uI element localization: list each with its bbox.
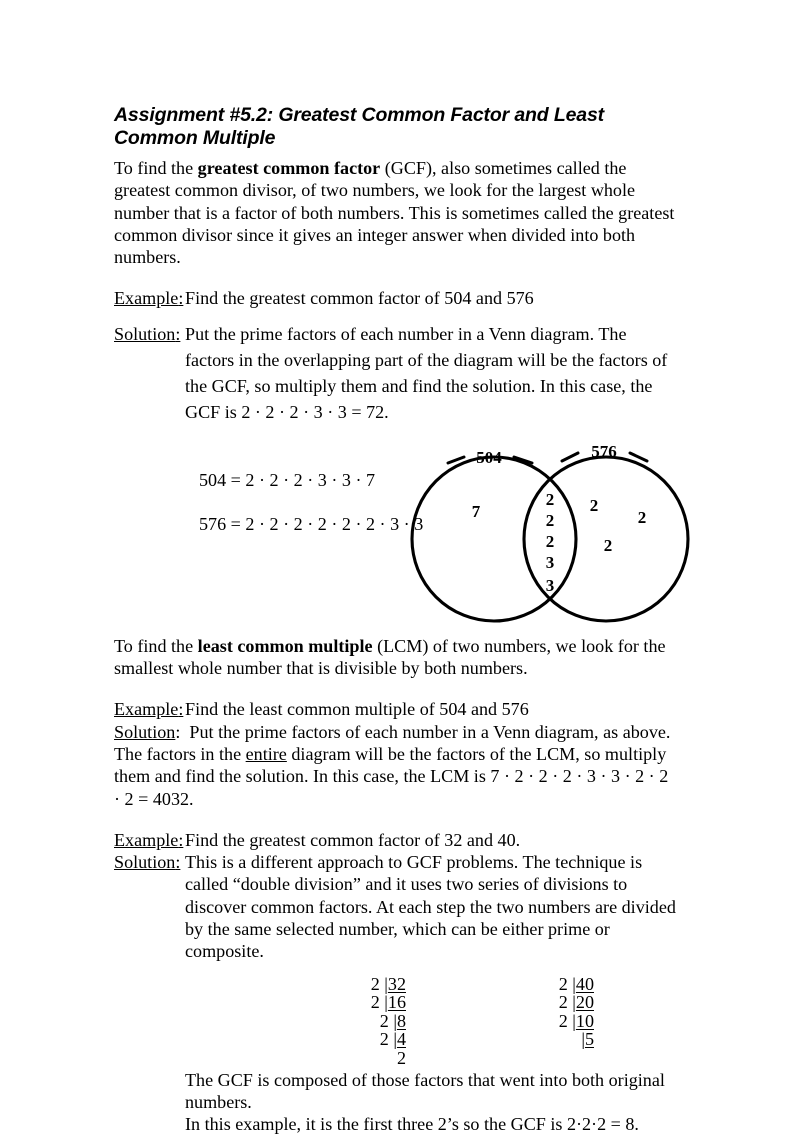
venn-intersection-factor-1: 2 [545, 510, 555, 530]
division-row [336, 1012, 406, 1031]
spacer [114, 810, 676, 829]
venn-right-label-leader-start [562, 453, 578, 461]
page-title: Assignment #5.2: Greatest Common Factor and Least Common Multiple [114, 104, 605, 149]
dd-example-text: Find the greatest common factor of 32 and 40. [185, 829, 521, 850]
venn-left-factor-0: 7 [471, 501, 481, 521]
example-label-colon: : [178, 288, 184, 309]
double-division-right-column [524, 975, 594, 1049]
division-divisor: 2 [370, 973, 380, 994]
lcm-solution-underlined-word: entire [245, 743, 287, 764]
division-bar: | [393, 1029, 397, 1050]
venn-diagram [410, 439, 696, 629]
lcm-solution-block [114, 721, 676, 810]
spacer [114, 268, 676, 287]
lcm-intro-bold-term: least common multiple [197, 635, 373, 656]
division-row-final [336, 1049, 406, 1068]
example-label [114, 287, 183, 309]
division-row [336, 1030, 406, 1049]
division-dividend: 32 [387, 973, 406, 994]
venn-right-factor-2: 2 [603, 535, 613, 555]
solution-label-text: Solution [114, 852, 176, 873]
gcf-intro-paragraph [114, 157, 676, 268]
division-row [336, 975, 406, 994]
venn-diagram-svg [410, 439, 696, 629]
division-divisor: 2 [558, 1010, 568, 1031]
double-division-left-column [336, 975, 406, 1068]
venn-intersection-factor-2: 2 [545, 531, 555, 551]
venn-intersection-factor-4: 3 [545, 575, 555, 595]
factorization-504: 504 = 2 · 2 · 2 · 3 · 3 · 7 [199, 469, 376, 490]
gcf-example-block [114, 287, 676, 309]
division-bar: | [572, 973, 576, 994]
solution-label [114, 321, 180, 347]
example-label [114, 698, 183, 720]
division-row [524, 1012, 594, 1031]
division-row [336, 993, 406, 1012]
venn-right-factor-1: 2 [637, 507, 647, 527]
solution-label-text: Solution [114, 721, 176, 742]
division-dividend: 40 [575, 973, 594, 994]
division-bar: | [393, 1010, 397, 1031]
solution-label [114, 851, 180, 873]
division-row [524, 975, 594, 994]
division-bar: | [384, 973, 388, 994]
lcm-solution-text-after: diagram will be the factors of the LCM, so multiply them and find the solution. In this case, the LCM is 7 · 2 · 2 · 2 · 3 · 3 · 2 · 2 · 2 = 4032. [114, 743, 669, 809]
example-label-text: Example [114, 829, 179, 850]
lcm-intro-paragraph [114, 635, 676, 680]
lcm-intro-part2: (LCM) of two numbers, we look for the smallest whole number that is divisible by both numbers. [114, 635, 666, 679]
factorization-list [199, 458, 423, 546]
closing-line-2: In this example, it is the first three 2’s so the GCF is 2·2·2 = 8. [185, 1114, 639, 1135]
division-dividend: 16 [387, 992, 406, 1013]
dd-example-block [114, 829, 676, 851]
division-divisor: 2 [379, 1029, 389, 1050]
example-label-colon: : [178, 829, 184, 850]
example-label [114, 829, 183, 851]
example-label-text: Example [114, 288, 179, 309]
solution-label-text: Solution [114, 323, 176, 344]
division-bar: | [581, 1029, 585, 1050]
dd-solution-block [114, 851, 676, 962]
gcf-intro-bold-term: greatest common factor [197, 158, 381, 178]
solution-label-colon: : [175, 852, 181, 873]
division-bar: | [572, 992, 576, 1013]
venn-label-left: 504 [476, 447, 502, 467]
division-bar: | [384, 992, 388, 1013]
division-divisor: 2 [558, 992, 568, 1013]
venn-right-factor-0: 2 [589, 495, 599, 515]
division-divisor: 2 [558, 973, 568, 994]
gcf-intro-part2: (GCF), also sometimes called the greatest common divisor, of two numbers, we look for the largest whole number that is a factor of both numbers. This is sometimes called the greatest common divisor since it gives an integer answer when divided into both numbers. [114, 158, 675, 268]
division-divisor: 2 [370, 992, 380, 1013]
venn-intersection-factor-0: 2 [545, 489, 555, 509]
gcf-intro-part1: To find the [114, 158, 198, 178]
spacer [114, 310, 676, 321]
lcm-solution-text-before: Put the prime factors of each number in a Venn diagram, as above. The factors in the [114, 721, 671, 764]
venn-label-right: 576 [591, 441, 617, 461]
spacer [114, 679, 676, 698]
lcm-example-text: Find the least common multiple of 504 and 576 [185, 699, 529, 720]
division-dividend: 4 [396, 1029, 406, 1050]
dd-solution-text: This is a different approach to GCF problems. The technique is called “double division” and it uses two series of divisions to discover common factors. At each step the two numbers are divided by the same selected number, which can be either prime or composite. [185, 852, 676, 962]
lcm-example-block [114, 698, 676, 720]
gcf-example-text: Find the greatest common factor of 504 and 576 [185, 288, 534, 309]
division-dividend: 10 [575, 1010, 594, 1031]
division-dividend: 20 [575, 992, 594, 1013]
gcf-solution-text: Put the prime factors of each number in a Venn diagram. The factors in the overlapping part of the diagram will be the factors of the GCF, so multiply them and find the solution. In this case, the GCF is 2 · 2 · 2 · 3 · 3 = 72. [185, 323, 668, 422]
example-label-text: Example [114, 699, 179, 720]
division-dividend: 8 [396, 1010, 406, 1031]
solution-label-colon: : [175, 721, 181, 742]
example-label-colon: : [178, 699, 184, 720]
division-dividend: 5 [584, 1029, 594, 1050]
document-content [114, 104, 676, 1136]
solution-label-colon: : [175, 323, 181, 344]
closing-line-1: The GCF is composed of those factors that went into both original numbers. [185, 1069, 665, 1112]
venn-diagram-row [114, 439, 676, 635]
division-quotient: 2 [396, 1048, 406, 1069]
division-row [524, 993, 594, 1012]
gcf-solution-block [114, 321, 676, 425]
division-bar: | [572, 1010, 576, 1031]
closing-text [114, 1069, 676, 1136]
double-division-work [114, 975, 676, 1067]
division-divisor: 2 [379, 1010, 389, 1031]
division-row-final [524, 1030, 594, 1049]
venn-intersection-factor-3: 3 [545, 552, 555, 572]
factorization-576: 576 = 2 · 2 · 2 · 2 · 2 · 2 · 3 · 3 [199, 513, 424, 534]
lcm-intro-part1: To find the [114, 635, 198, 656]
